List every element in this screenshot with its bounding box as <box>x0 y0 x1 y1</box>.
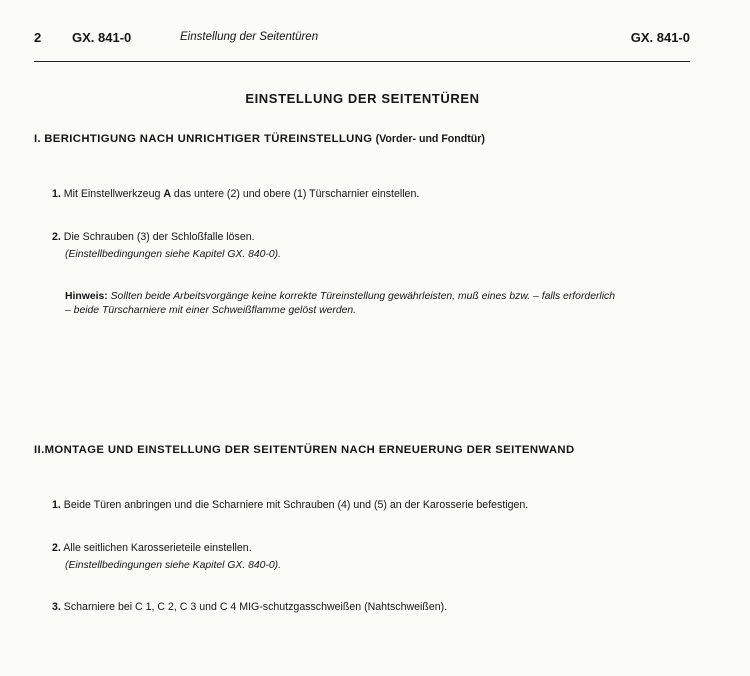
cross-reference: (Einstellbedingungen siehe Kapitel GX. 840-0). <box>65 249 282 260</box>
list-item <box>52 497 528 514</box>
item-text: Alle seitlichen Karosserieteile einstellen. <box>63 542 252 554</box>
tool-reference: A <box>163 188 171 200</box>
item-number: 3. <box>52 601 61 613</box>
item-text: das untere (2) und obere (1) Türscharnier einstellen. <box>173 188 420 200</box>
page-header <box>34 30 690 48</box>
item-number: 1. <box>52 499 61 511</box>
list-item <box>52 540 252 557</box>
section-roman-2: II. <box>34 444 45 456</box>
running-title: Einstellung der Seitentüren <box>180 31 319 43</box>
page-number: 2 <box>34 30 42 45</box>
note-label: Hinweis: <box>65 291 108 302</box>
note-text: Sollten beide Arbeitsvorgänge keine korrekte Türeinstellung gewährleisten, muß eines bzw. – falls erforderlich <box>110 291 616 302</box>
header-rule <box>34 61 690 62</box>
item-number: 2. <box>52 542 61 554</box>
page-title: EINSTELLUNG DER SEITENTÜREN <box>245 91 480 106</box>
section-subheading-1: (Vorder- und Fondtür) <box>375 133 485 145</box>
item-number: 1. <box>52 188 61 200</box>
item-number: 2. <box>52 231 61 243</box>
section-roman-1: I. <box>34 133 42 145</box>
item-text: Scharniere bei C 1, C 2, C 3 und C 4 MIG-schutzgasschweißen (Nahtschweißen). <box>63 601 448 613</box>
list-item <box>52 229 255 246</box>
note <box>65 290 690 318</box>
item-text: Beide Türen anbringen und die Scharniere mit Schrauben (4) und (5) an der Karosserie befestigen. <box>63 499 529 511</box>
section-heading-2 <box>34 444 575 456</box>
item-text: Mit Einstellwerkzeug <box>63 188 161 200</box>
note-text: – beide Türscharniere mit einer Schweißflamme gelöst werden. <box>65 305 357 316</box>
document-code: GX. 841-0 <box>72 30 132 45</box>
document-code-right: GX. 841-0 <box>630 30 690 45</box>
item-text: Die Schrauben (3) der Schloßfalle lösen. <box>63 231 255 243</box>
section-heading-text-1: BERICHTIGUNG NACH UNRICHTIGER TÜREINSTELLUNG <box>44 133 373 145</box>
cross-reference: (Einstellbedingungen siehe Kapitel GX. 840-0). <box>65 560 282 571</box>
list-item <box>52 599 447 616</box>
section-heading-1 <box>34 133 485 145</box>
list-item <box>52 186 419 203</box>
section-heading-text-2: MONTAGE UND EINSTELLUNG DER SEITENTÜREN NACH ERNEUERUNG DER SEITENWAND <box>44 444 575 456</box>
